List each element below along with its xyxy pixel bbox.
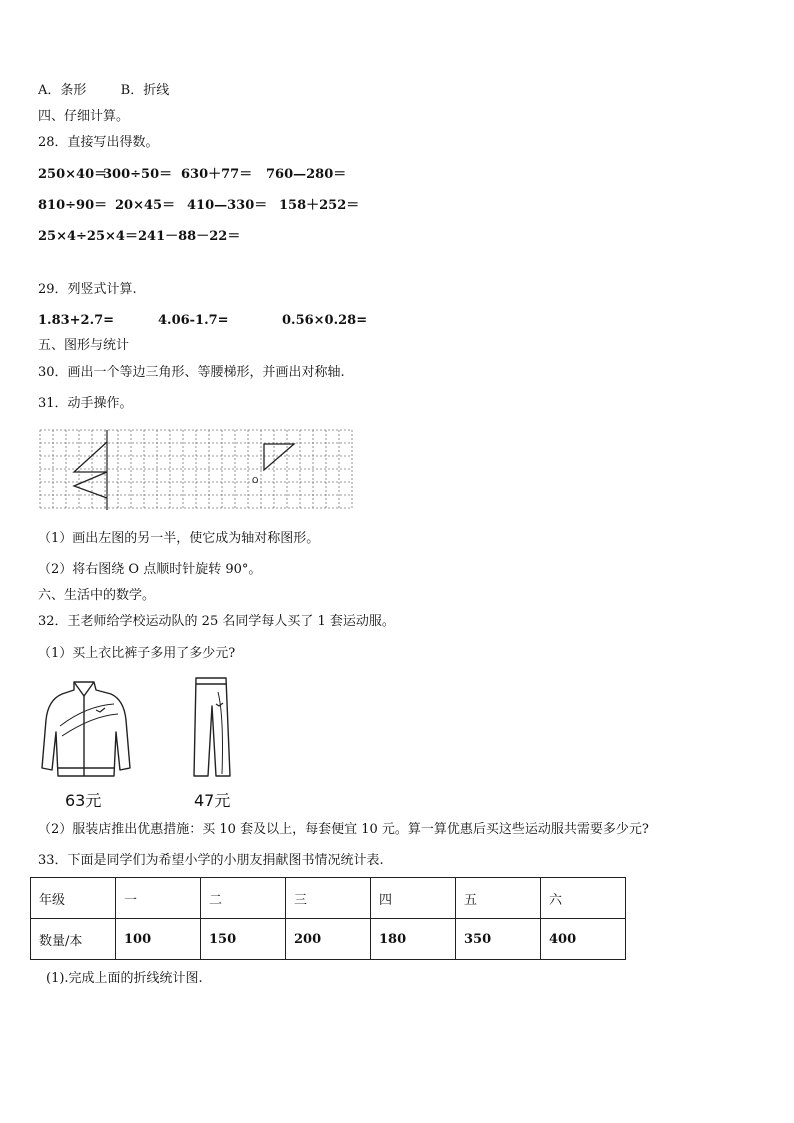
section-6-heading: 六、生活中的数学。	[38, 588, 156, 603]
table-row	[31, 919, 626, 960]
calc-item: 300÷50＝	[103, 167, 173, 182]
table-cell: 100	[116, 919, 201, 960]
table-cell: 六	[541, 878, 626, 919]
pants-price: 47元	[194, 791, 231, 810]
options-line	[38, 83, 169, 99]
calc-item: 250×40＝	[38, 167, 108, 182]
jacket-price: 63元	[65, 791, 102, 810]
grid-lines	[40, 430, 352, 508]
point-o-label: O	[252, 476, 259, 485]
q32-sub1: （1）买上衣比裤子多用了多少元?	[38, 646, 236, 661]
option-b: B．折线	[120, 83, 170, 98]
vertical-calc-item: 0.56×0.28=	[282, 313, 368, 328]
table-cell: 三	[286, 878, 371, 919]
calc-item: 810÷90＝	[38, 198, 108, 213]
book-donation-table	[30, 877, 626, 960]
option-a: A．条形	[38, 83, 87, 98]
table-header-row	[31, 878, 626, 919]
q33-sub1: (1).完成上面的折线统计图.	[46, 971, 203, 986]
q28-title: 28．直接写出得数。	[38, 135, 159, 150]
calc-item: 410—330＝	[187, 198, 268, 213]
pants-image	[188, 676, 238, 780]
q32-title: 32．王老师给学校运动队的 25 名同学每人买了 1 套运动服。	[38, 614, 395, 629]
q29-items	[38, 313, 367, 329]
q31-sub1: （1）画出左图的另一半，使它成为轴对称图形。	[38, 531, 320, 546]
calc-item: 158＋252＝	[279, 198, 360, 213]
q30-text: 30．画出一个等边三角形、等腰梯形，并画出对称轴.	[38, 365, 345, 380]
q29-title: 29．列竖式计算.	[38, 282, 137, 297]
calc-item: 630＋77＝	[181, 167, 253, 182]
table-cell: 400	[541, 919, 626, 960]
table-cell: 150	[201, 919, 286, 960]
q31-sub2: （2）将右图绕 O 点顺时针旋转 90°。	[38, 562, 262, 577]
calc-item: 241－88－22＝	[138, 229, 241, 244]
triangle-figure-right	[264, 444, 294, 470]
q32-sub2: （2）服装店推出优惠措施：买 10 套及以上，每套便宜 10 元。算一算优惠后买这些运动服共需要多少元?	[38, 822, 649, 837]
jacket-image	[36, 676, 136, 778]
table-cell: 一	[116, 878, 201, 919]
table-cell: 年级	[31, 878, 116, 919]
table-cell: 180	[371, 919, 456, 960]
drawing-grid	[38, 428, 360, 512]
q33-title: 33．下面是同学们为希望小学的小朋友捐献图书情况统计表.	[38, 853, 384, 868]
q28-row-1	[38, 167, 346, 183]
table-cell: 数量/本	[31, 919, 116, 960]
q31-title: 31．动手操作。	[38, 396, 133, 411]
vertical-calc-item: 1.83+2.7=	[38, 313, 115, 328]
section-5-heading: 五、图形与统计	[38, 338, 130, 353]
section-4-heading: 四、仔细计算。	[38, 109, 130, 124]
table-cell: 五	[456, 878, 541, 919]
q28-row-3	[38, 229, 240, 245]
q28-row-2	[38, 198, 359, 214]
table-cell: 200	[286, 919, 371, 960]
calc-item: 760—280＝	[266, 167, 347, 182]
table-cell: 350	[456, 919, 541, 960]
calc-item: 20×45＝	[115, 198, 176, 213]
vertical-calc-item: 4.06-1.7=	[158, 313, 229, 328]
calc-item: 25×4÷25×4＝	[38, 229, 138, 244]
table-cell: 二	[201, 878, 286, 919]
table-cell: 四	[371, 878, 456, 919]
